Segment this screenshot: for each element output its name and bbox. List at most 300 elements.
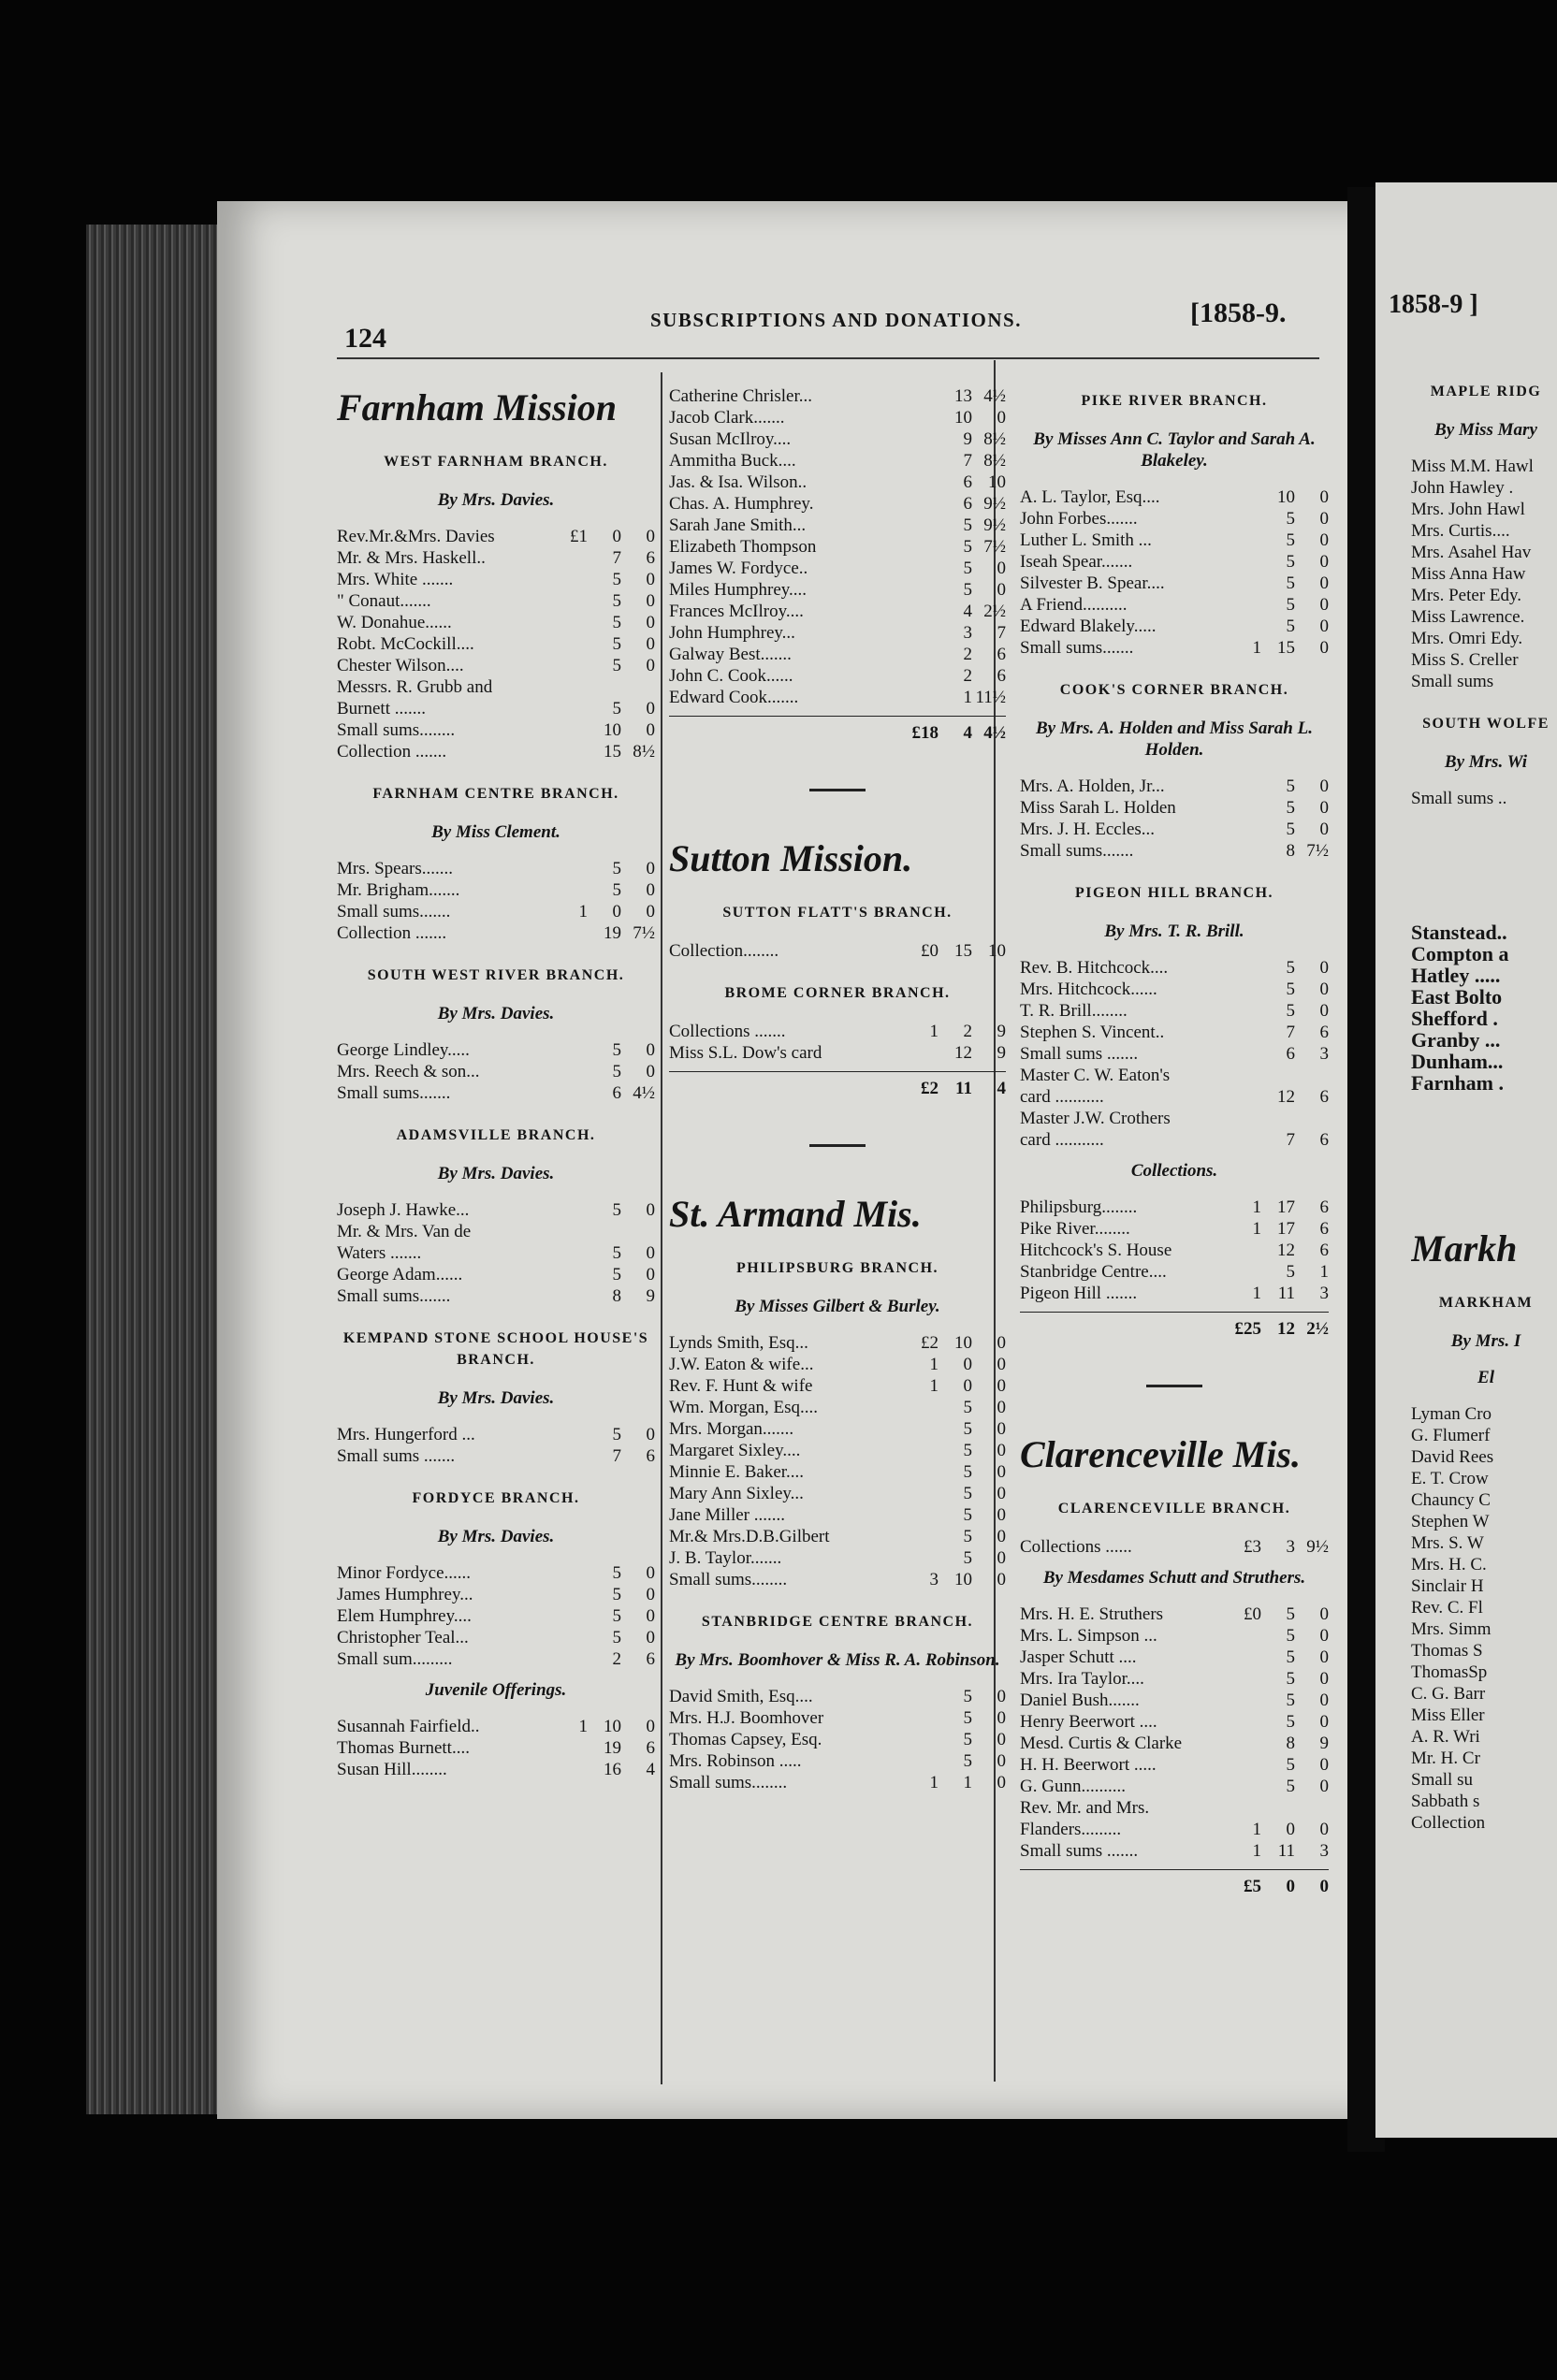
book-page-edges <box>86 225 236 2114</box>
mission-title: Markh <box>1411 1227 1518 1270</box>
entry-row <box>337 1562 655 1584</box>
amount-part: 3 <box>929 1570 939 1589</box>
collector-line: By Mrs. Boomhover & Miss R. A. Robinson. <box>675 1650 1000 1670</box>
amount-part: 7 <box>963 451 972 471</box>
amount-part: 0 <box>646 1265 655 1284</box>
amount-part <box>1228 1733 1261 1754</box>
amount-part <box>905 622 939 644</box>
collector-line: By Mrs. Davies. <box>437 1527 555 1546</box>
entry-row <box>669 385 1006 407</box>
amount-part: 5 <box>1286 1001 1295 1021</box>
entry-amount <box>894 1750 1006 1772</box>
amount-part: 5 <box>1286 1691 1295 1710</box>
amount-part <box>1228 1000 1261 1022</box>
amount-part <box>1228 979 1261 1000</box>
mission-title: Clarenceville Mis. <box>1020 1433 1301 1475</box>
entry-row <box>337 676 655 698</box>
collector-line: By Mrs. T. R. Brill. <box>1104 922 1244 941</box>
amount-part <box>554 741 588 762</box>
amount-part: £25 <box>1234 1319 1261 1339</box>
entry-row <box>669 1042 1006 1064</box>
entry-name: Philipsburg........ <box>1020 1197 1138 1217</box>
amount-part: 8 <box>1286 841 1295 861</box>
collector-line: By Mrs. Davies. <box>437 1164 555 1183</box>
amount-part: 0 <box>997 1773 1006 1792</box>
amount-part: 5 <box>963 1527 972 1546</box>
entry-row <box>1020 1797 1329 1819</box>
amount-part: 0 <box>963 1355 972 1374</box>
entry-amount <box>543 698 655 719</box>
total-amount <box>1216 1876 1329 1897</box>
amount-part: 0 <box>646 613 655 632</box>
entry-amount <box>1216 508 1329 530</box>
entry-amount <box>894 1547 1006 1569</box>
amount-part: 0 <box>646 656 655 675</box>
amount-part <box>554 1199 588 1221</box>
amount-part <box>554 547 588 569</box>
entry-row <box>1020 1711 1329 1733</box>
amount-part <box>905 1418 939 1440</box>
amount-part: 3 <box>1319 1284 1329 1303</box>
amount-part: 4 <box>963 723 972 743</box>
entry-amount <box>543 526 655 547</box>
amount-part: 0 <box>997 1441 1006 1460</box>
total-amount <box>894 722 1006 744</box>
entry-row <box>669 1418 1006 1440</box>
entry-amount <box>894 687 1006 708</box>
amount-part <box>554 1627 588 1648</box>
amount-part <box>905 687 939 708</box>
entry-row <box>1020 1218 1329 1240</box>
amount-part: 1 <box>1319 1262 1329 1282</box>
amount-part: 10 <box>988 472 1006 492</box>
amount-part: 5 <box>1286 552 1295 572</box>
mission-title: Sutton Mission. <box>669 837 913 879</box>
amount-part: 7 <box>1286 1130 1295 1150</box>
entry-row <box>669 687 1006 708</box>
amount-part: 5 <box>612 570 621 589</box>
entry-name: Small sums ....... <box>1020 1841 1139 1861</box>
amount-part: 2 <box>963 645 972 664</box>
collector-line: By Mrs. A. Holden and Miss Sarah L. Holden. <box>1036 718 1313 760</box>
entry-name: Small sums....... <box>337 902 451 922</box>
entry-row <box>337 1648 655 1670</box>
amount-part: 5 <box>963 559 972 578</box>
amount-part: 4½ <box>983 386 1006 406</box>
amount-part: 6 <box>997 666 1006 686</box>
entry-amount <box>1216 1218 1329 1240</box>
amount-part: 9 <box>646 1286 655 1306</box>
amount-part <box>1228 508 1261 530</box>
amount-part <box>1228 776 1261 797</box>
amount-part <box>905 472 939 493</box>
entry-name: Mrs. Ira Taylor.... <box>1020 1669 1144 1689</box>
amount-part: 9½ <box>983 494 1006 514</box>
entry-amount <box>543 1584 655 1605</box>
entry-name: Mrs. J. H. Eccles... <box>1020 820 1156 839</box>
mission-title: Farnham Mission <box>337 386 618 428</box>
amount-part: £2 <box>921 1079 939 1098</box>
amount-part: 5 <box>1286 509 1295 529</box>
amount-part: 10 <box>954 1570 972 1589</box>
entry-row: Small sums <box>1411 672 1494 691</box>
entry-row <box>1020 573 1329 594</box>
entry-amount <box>1216 637 1329 659</box>
entry-amount <box>894 940 1006 962</box>
entry-row <box>669 1569 1006 1590</box>
amount-part: 5 <box>963 515 972 535</box>
entry-row: Stephen W <box>1411 1512 1490 1531</box>
amount-part: 6 <box>646 1649 655 1669</box>
amount-part <box>905 558 939 579</box>
section-divider <box>809 1144 866 1147</box>
amount-part: 5 <box>1286 573 1295 593</box>
amount-part <box>554 698 588 719</box>
entry-row <box>337 1285 655 1307</box>
amount-part: 0 <box>997 408 1006 428</box>
entry-name: Minor Fordyce...... <box>337 1563 472 1583</box>
amount-part <box>905 493 939 515</box>
entry-amount <box>894 601 1006 622</box>
amount-part: 0 <box>997 1708 1006 1728</box>
amount-part: 0 <box>997 1751 1006 1771</box>
amount-part: 0 <box>646 1717 655 1736</box>
column-3 <box>1020 370 1329 1897</box>
entry-row <box>1020 776 1329 797</box>
amount-part: 7½ <box>983 537 1006 557</box>
entry-row: Small sums .. <box>1411 789 1507 808</box>
entry-row <box>1020 1647 1329 1668</box>
amount-part <box>905 1461 939 1483</box>
amount-part: 0 <box>646 1585 655 1604</box>
entry-name: Hitchcock's S. House <box>1020 1241 1172 1260</box>
amount-part <box>554 1737 588 1759</box>
entry-name: Mr. & Mrs. Van de <box>337 1222 472 1241</box>
amount-part: 6 <box>1319 1087 1329 1107</box>
entry-row <box>1020 1240 1329 1261</box>
amount-part <box>905 644 939 665</box>
amount-part <box>1228 530 1261 551</box>
entry-amount <box>1216 776 1329 797</box>
amount-part: 0 <box>1319 820 1329 839</box>
entry-row <box>1020 1733 1329 1754</box>
entry-name: W. Donahue...... <box>337 613 452 632</box>
entry-name: " Conaut....... <box>337 591 431 611</box>
entry-row: Dunham... <box>1411 1050 1504 1073</box>
entry-amount <box>1216 1108 1329 1129</box>
amount-part <box>1228 616 1261 637</box>
amount-part: 6 <box>963 472 972 492</box>
entry-row <box>337 922 655 944</box>
entry-amount <box>894 536 1006 558</box>
entry-amount <box>1216 797 1329 819</box>
entry-name: Rev. B. Hitchcock.... <box>1020 958 1169 978</box>
entry-name: card ........... <box>1020 1087 1104 1107</box>
amount-part: 5 <box>1286 798 1295 818</box>
entry-amount <box>1216 1776 1329 1797</box>
amount-part: 9½ <box>1306 1537 1329 1557</box>
amount-part <box>1228 1065 1261 1086</box>
amount-part: 0 <box>997 1730 1006 1749</box>
amount-part: 5 <box>612 1563 621 1583</box>
entry-name: Collections ....... <box>669 1022 786 1041</box>
entry-row <box>669 622 1006 644</box>
amount-part: 3 <box>1319 1841 1329 1861</box>
entry-name: Mr. Brigham....... <box>337 880 460 900</box>
entry-name: Wm. Morgan, Esq.... <box>669 1398 819 1417</box>
amount-part: 16 <box>604 1760 621 1779</box>
entry-amount <box>543 1445 655 1467</box>
entry-row <box>1020 1754 1329 1776</box>
amount-part: 9½ <box>983 515 1006 535</box>
amount-part: 1 <box>929 1022 939 1041</box>
entry-name: John Humphrey... <box>669 623 795 643</box>
entry-name: Small sums........ <box>669 1570 788 1589</box>
entry-row: Mrs. Simm <box>1411 1619 1492 1639</box>
entry-name: Burnett ....... <box>337 699 426 718</box>
spacer <box>1411 1094 1557 1215</box>
amount-part: 8 <box>612 1286 621 1306</box>
entry-amount <box>894 1483 1006 1504</box>
entry-amount <box>543 1648 655 1670</box>
entry-row <box>1020 551 1329 573</box>
amount-part: 5 <box>963 1419 972 1439</box>
amount-part: 5 <box>963 1708 972 1728</box>
section-divider <box>1146 1385 1202 1387</box>
amount-part <box>554 569 588 590</box>
entry-amount <box>543 633 655 655</box>
amount-part: 0 <box>646 859 655 878</box>
amount-part: 0 <box>612 527 621 546</box>
entry-amount <box>543 719 655 741</box>
page-number: 124 <box>344 323 386 354</box>
entry-row: Sinclair H <box>1411 1576 1484 1596</box>
entry-row <box>669 1772 1006 1793</box>
amount-part: 2½ <box>983 602 1006 621</box>
amount-part: 6 <box>997 645 1006 664</box>
entry-row <box>1020 1536 1329 1558</box>
entry-row <box>669 1750 1006 1772</box>
entry-row <box>337 1039 655 1061</box>
amount-part: 12 <box>1277 1087 1295 1107</box>
entry-name: Chas. A. Humphrey. <box>669 494 814 514</box>
entry-row <box>337 1627 655 1648</box>
branch-heading: SOUTH WEST RIVER BRANCH. <box>367 967 625 983</box>
amount-part: 6 <box>1319 1023 1329 1042</box>
amount-part: 1 <box>963 1773 972 1792</box>
collector-line: By Miss Mary <box>1434 420 1537 440</box>
entry-name: Small sums....... <box>1020 638 1134 658</box>
entry-row <box>669 493 1006 515</box>
entry-row: Miss S. Creller <box>1411 650 1519 670</box>
amount-part: 5 <box>612 880 621 900</box>
entry-amount <box>1216 819 1329 840</box>
total-label <box>1020 1318 1216 1340</box>
entry-amount <box>543 1221 655 1242</box>
entry-row: Small su <box>1411 1770 1473 1790</box>
entry-name: Collection ....... <box>337 742 447 762</box>
amount-part: 10 <box>604 720 621 740</box>
entry-row <box>1020 840 1329 862</box>
amount-part: 3 <box>963 623 972 643</box>
entry-row <box>669 515 1006 536</box>
amount-part <box>905 1526 939 1547</box>
amount-part: 5 <box>1286 1262 1295 1282</box>
branch-heading: WEST FARNHAM BRANCH. <box>384 454 608 470</box>
entry-row <box>1020 1197 1329 1218</box>
entry-row <box>1020 1065 1329 1086</box>
entry-name: Messrs. R. Grubb and <box>337 677 493 697</box>
entry-amount <box>1216 979 1329 1000</box>
entry-name: Small sums ....... <box>337 1446 456 1466</box>
entry-row <box>337 1199 655 1221</box>
entry-name: Iseah Spear....... <box>1020 552 1133 572</box>
entry-amount <box>543 569 655 590</box>
entry-row <box>337 569 655 590</box>
entry-row: Miss Lawrence. <box>1411 607 1525 627</box>
amount-part <box>905 450 939 472</box>
entry-amount <box>894 579 1006 601</box>
entry-amount <box>543 590 655 612</box>
amount-part: 5 <box>1286 958 1295 978</box>
amount-part <box>1295 1108 1329 1129</box>
entry-amount <box>543 612 655 633</box>
entry-row <box>1020 1625 1329 1647</box>
amount-part <box>554 922 588 944</box>
amount-part: 0 <box>997 1376 1006 1396</box>
entry-row: Mrs. Asahel Hav <box>1411 543 1532 562</box>
entry-amount <box>894 1729 1006 1750</box>
amount-part: 0 <box>997 1548 1006 1568</box>
entry-name: Mrs. H.J. Boomhover <box>669 1708 824 1728</box>
entry-row: Thomas S <box>1411 1641 1483 1661</box>
amount-part: 9 <box>997 1043 1006 1063</box>
entry-row <box>337 547 655 569</box>
entry-name: G. Gunn.......... <box>1020 1777 1126 1796</box>
spacer <box>1411 809 1557 922</box>
amount-part: 0 <box>1319 776 1329 796</box>
entry-amount <box>1216 1819 1329 1840</box>
amount-part: 0 <box>997 1398 1006 1417</box>
amount-part <box>905 1729 939 1750</box>
entry-name: Thomas Burnett.... <box>337 1738 470 1758</box>
amount-part: 0 <box>1319 1647 1329 1667</box>
mission-title: St. Armand Mis. <box>669 1193 922 1235</box>
entry-row <box>1020 1690 1329 1711</box>
entry-row <box>337 612 655 633</box>
entry-amount <box>543 547 655 569</box>
amount-part: 1 <box>1252 638 1261 658</box>
entry-row <box>337 901 655 922</box>
entry-name: Pigeon Hill ....... <box>1020 1284 1138 1303</box>
amount-part <box>1228 1625 1261 1647</box>
amount-part: 10 <box>954 1333 972 1353</box>
entry-row <box>1020 530 1329 551</box>
amount-part: £5 <box>1244 1877 1261 1896</box>
entry-amount <box>894 665 1006 687</box>
entry-amount <box>894 472 1006 493</box>
entry-amount <box>543 1242 655 1264</box>
entry-row <box>669 1686 1006 1707</box>
branch-heading: SUTTON FLATT'S BRANCH. <box>722 905 953 921</box>
entry-amount <box>1216 530 1329 551</box>
amount-part <box>554 1242 588 1264</box>
amount-part: 0 <box>1319 530 1329 550</box>
amount-part <box>905 515 939 536</box>
amount-part <box>1228 957 1261 979</box>
entry-row <box>1020 637 1329 659</box>
amount-part: 0 <box>997 1419 1006 1439</box>
branch-total <box>1020 1312 1329 1340</box>
entry-amount <box>543 1716 655 1737</box>
entry-name: Jas. & Isa. Wilson.. <box>669 472 808 492</box>
entry-name: Mary Ann Sixley... <box>669 1484 804 1503</box>
amount-part: 0 <box>1319 1001 1329 1021</box>
entry-row <box>337 1082 655 1104</box>
entry-amount <box>1216 573 1329 594</box>
amount-part: 5 <box>612 1606 621 1626</box>
amount-part: 0 <box>1319 1755 1329 1775</box>
amount-part: 5 <box>963 1484 972 1503</box>
entry-row <box>337 1605 655 1627</box>
amount-part: 7 <box>612 1446 621 1466</box>
amount-part: 5 <box>1286 1777 1295 1796</box>
amount-part <box>554 1082 588 1104</box>
amount-part <box>554 1424 588 1445</box>
entry-amount <box>894 1569 1006 1590</box>
amount-part: 5 <box>963 1398 972 1417</box>
entry-name: Chester Wilson.... <box>337 656 464 675</box>
amount-part: 12 <box>1277 1319 1295 1339</box>
entry-name: Rev.Mr.&Mrs. Davies <box>337 527 495 546</box>
entry-name: Frances McIlroy.... <box>669 602 804 621</box>
collector-line: El <box>1477 1368 1494 1387</box>
entry-name: Susannah Fairfield.. <box>337 1717 480 1736</box>
amount-part: 5 <box>612 1585 621 1604</box>
amount-part: 0 <box>997 1462 1006 1482</box>
entry-row <box>1020 1776 1329 1797</box>
entry-name: Silvester B. Spear.... <box>1020 573 1165 593</box>
entry-name: Mrs. Robinson ..... <box>669 1751 802 1771</box>
amount-part: 5 <box>612 1425 621 1444</box>
entry-row <box>1020 1261 1329 1283</box>
entry-row: Mrs. John Hawl <box>1411 500 1525 519</box>
collector-line: By Mrs. Davies. <box>437 1004 555 1023</box>
entry-row: Lyman Cro <box>1411 1404 1492 1424</box>
amount-part: 5 <box>1286 595 1295 615</box>
total-amount <box>894 1078 1006 1099</box>
amount-part: 5 <box>612 613 621 632</box>
header-rule <box>337 357 1319 359</box>
entry-amount <box>1216 1240 1329 1261</box>
amount-part: £0 <box>1244 1604 1261 1624</box>
entry-row <box>337 1061 655 1082</box>
amount-part: 10 <box>988 941 1006 961</box>
amount-part: 11 <box>1277 1841 1295 1861</box>
amount-part <box>554 655 588 676</box>
entry-amount <box>894 622 1006 644</box>
amount-part <box>1295 1065 1329 1086</box>
entry-amount <box>1216 1000 1329 1022</box>
amount-part <box>905 1483 939 1504</box>
entry-name: Mrs. A. Holden, Jr... <box>1020 776 1165 796</box>
amount-part: 4 <box>646 1760 655 1779</box>
entry-name: Jasper Schutt .... <box>1020 1647 1137 1667</box>
section-divider <box>809 789 866 791</box>
branch-heading: PIKE RIVER BRANCH. <box>1081 393 1268 409</box>
entry-name: Small sums....... <box>337 1286 451 1306</box>
entry-name: Mr.& Mrs.D.B.Gilbert <box>669 1527 830 1546</box>
